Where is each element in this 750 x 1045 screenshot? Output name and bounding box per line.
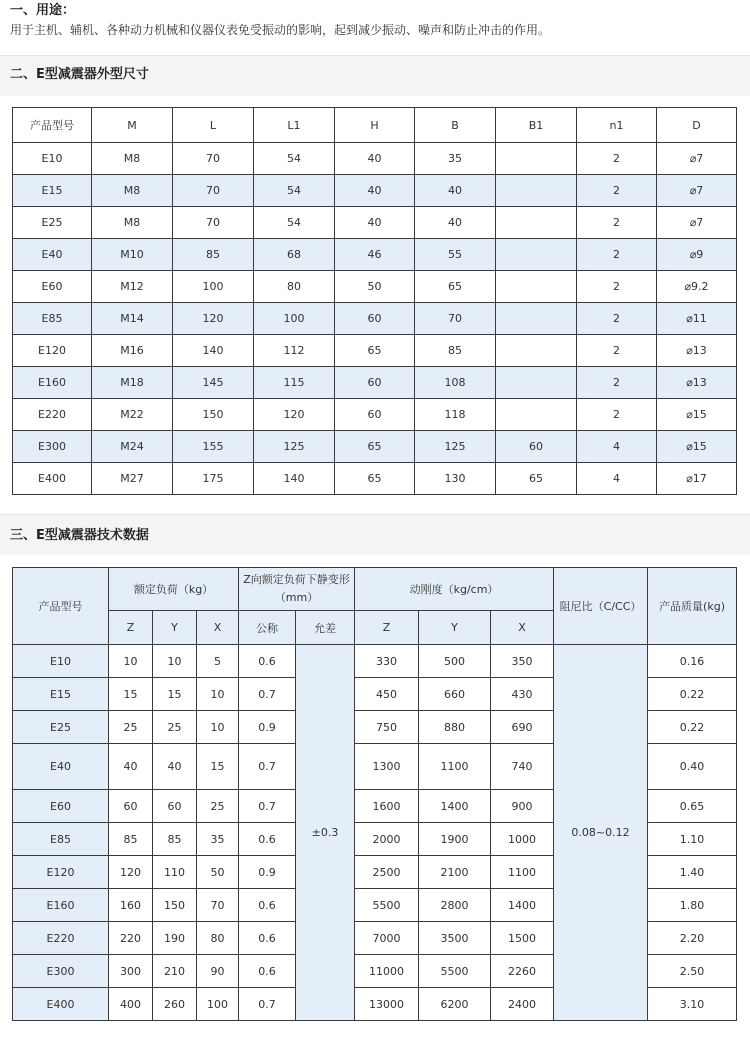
dim-cell-h: 65 <box>335 463 415 495</box>
spec-cell-stiffness-x: 430 <box>491 678 554 711</box>
spec-cell-load-y: 190 <box>153 922 197 955</box>
spec-cell-stiffness-z: 1600 <box>355 790 419 823</box>
spec-cell-mass: 3.10 <box>648 988 737 1021</box>
dim-cell-l: 85 <box>173 239 254 271</box>
spec-cell-stiffness-z: 2000 <box>355 823 419 856</box>
dim-cell-l1: 100 <box>254 303 335 335</box>
spec-cell-stiffness-z: 7000 <box>355 922 419 955</box>
spec-cell-stiffness-z: 2500 <box>355 856 419 889</box>
spec-cell-nominal: 0.9 <box>239 856 296 889</box>
table-row <box>13 645 737 678</box>
spec-cell-load-z: 300 <box>109 955 153 988</box>
dim-cell-h: 65 <box>335 335 415 367</box>
tolerance-value: ±0.3 <box>296 645 355 1021</box>
dim-cell-h: 60 <box>335 367 415 399</box>
spec-cell-load-z: 220 <box>109 922 153 955</box>
spec-cell-stiffness-y: 6200 <box>419 988 491 1021</box>
spec-cell-mass: 2.20 <box>648 922 737 955</box>
spec-cell-load-x: 100 <box>197 988 239 1021</box>
header-load-z: Z <box>109 611 153 645</box>
dim-cell-model: E25 <box>13 207 92 239</box>
dim-cell-h: 46 <box>335 239 415 271</box>
dim-cell-l1: 80 <box>254 271 335 303</box>
spec-cell-nominal: 0.6 <box>239 955 296 988</box>
dim-cell-model: E300 <box>13 431 92 463</box>
dim-header-b: B <box>415 108 496 143</box>
spec-cell-load-x: 90 <box>197 955 239 988</box>
dim-cell-l1: 68 <box>254 239 335 271</box>
dim-cell-n1: 4 <box>577 431 657 463</box>
spec-cell-load-y: 40 <box>153 744 197 790</box>
spec-cell-stiffness-y: 500 <box>419 645 491 678</box>
spec-cell-load-y: 60 <box>153 790 197 823</box>
spec-cell-stiffness-y: 3500 <box>419 922 491 955</box>
header-load-y: Y <box>153 611 197 645</box>
dim-cell-n1: 4 <box>577 463 657 495</box>
spec-cell-stiffness-z: 450 <box>355 678 419 711</box>
dim-header-l1: L1 <box>254 108 335 143</box>
dim-cell-n1: 2 <box>577 175 657 207</box>
dim-cell-l1: 115 <box>254 367 335 399</box>
dim-cell-b: 125 <box>415 431 496 463</box>
spec-cell-nominal: 0.6 <box>239 922 296 955</box>
spec-cell-nominal: 0.6 <box>239 823 296 856</box>
header-load-x: X <box>197 611 239 645</box>
dim-cell-h: 40 <box>335 207 415 239</box>
dim-cell-l: 145 <box>173 367 254 399</box>
spec-cell-mass: 1.10 <box>648 823 737 856</box>
table-row <box>13 399 737 431</box>
dim-cell-n1: 2 <box>577 335 657 367</box>
spec-cell-load-y: 150 <box>153 889 197 922</box>
dimensions-table <box>12 107 737 495</box>
spec-cell-load-z: 60 <box>109 790 153 823</box>
dim-cell-h: 65 <box>335 431 415 463</box>
spec-cell-nominal: 0.6 <box>239 889 296 922</box>
spec-cell-model: E60 <box>13 790 109 823</box>
dim-cell-h: 40 <box>335 175 415 207</box>
spec-cell-nominal: 0.7 <box>239 744 296 790</box>
damping-ratio-value: 0.08~0.12 <box>554 645 648 1021</box>
table-row <box>13 431 737 463</box>
dim-cell-l: 140 <box>173 335 254 367</box>
spec-cell-stiffness-y: 880 <box>419 711 491 744</box>
dim-cell-l: 175 <box>173 463 254 495</box>
table-row <box>13 335 737 367</box>
spec-cell-load-y: 15 <box>153 678 197 711</box>
dim-cell-l1: 140 <box>254 463 335 495</box>
dim-cell-n1: 2 <box>577 271 657 303</box>
dim-cell-m: M16 <box>92 335 173 367</box>
spec-cell-model: E160 <box>13 889 109 922</box>
spec-cell-stiffness-y: 2800 <box>419 889 491 922</box>
dim-cell-b1: 60 <box>496 431 577 463</box>
dim-cell-h: 50 <box>335 271 415 303</box>
section-1-text: 用于主机、辅机、各种动力机械和仪器仪表免受振动的影响，起到减少振动、噪声和防止冲击的作用。 <box>10 23 551 37</box>
spec-cell-stiffness-y: 1400 <box>419 790 491 823</box>
dim-cell-b: 40 <box>415 207 496 239</box>
dim-cell-b1 <box>496 175 577 207</box>
spec-cell-load-z: 15 <box>109 678 153 711</box>
dim-cell-l: 150 <box>173 399 254 431</box>
section-3-title: 三、E型减震器技术数据 <box>10 528 149 543</box>
table-row <box>13 271 737 303</box>
spec-cell-stiffness-y: 1100 <box>419 744 491 790</box>
section-1-title: 一、用途： <box>10 3 76 18</box>
spec-cell-model: E10 <box>13 645 109 678</box>
spec-cell-load-x: 35 <box>197 823 239 856</box>
dim-cell-model: E15 <box>13 175 92 207</box>
dim-cell-l1: 54 <box>254 143 335 175</box>
dim-cell-b: 130 <box>415 463 496 495</box>
spec-cell-mass: 0.22 <box>648 678 737 711</box>
spec-cell-stiffness-y: 2100 <box>419 856 491 889</box>
spec-cell-stiffness-z: 5500 <box>355 889 419 922</box>
dim-cell-l: 70 <box>173 175 254 207</box>
dim-cell-m: M10 <box>92 239 173 271</box>
spec-cell-load-x: 15 <box>197 744 239 790</box>
dim-header-h: H <box>335 108 415 143</box>
dim-cell-b: 65 <box>415 271 496 303</box>
spec-cell-load-x: 10 <box>197 678 239 711</box>
dim-cell-b1 <box>496 399 577 431</box>
spec-cell-load-z: 85 <box>109 823 153 856</box>
dim-cell-b1 <box>496 303 577 335</box>
dim-cell-b: 35 <box>415 143 496 175</box>
dim-cell-m: M8 <box>92 143 173 175</box>
spec-cell-model: E15 <box>13 678 109 711</box>
spec-cell-load-y: 10 <box>153 645 197 678</box>
header-damping-ratio: 阻尼比（C/CC） <box>554 568 648 645</box>
dim-cell-d: ⌀13 <box>657 367 737 399</box>
dim-cell-m: M18 <box>92 367 173 399</box>
spec-cell-model: E120 <box>13 856 109 889</box>
spec-cell-model: E85 <box>13 823 109 856</box>
spec-cell-stiffness-x: 350 <box>491 645 554 678</box>
dim-header-model: 产品型号 <box>13 108 92 143</box>
dim-cell-model: E40 <box>13 239 92 271</box>
header-stiffness-y: Y <box>419 611 491 645</box>
spec-cell-stiffness-x: 2260 <box>491 955 554 988</box>
dim-cell-d: ⌀11 <box>657 303 737 335</box>
spec-cell-stiffness-x: 1100 <box>491 856 554 889</box>
dim-header-b1: B1 <box>496 108 577 143</box>
header-stiffness-z: Z <box>355 611 419 645</box>
dim-cell-h: 60 <box>335 303 415 335</box>
dim-cell-d: ⌀7 <box>657 143 737 175</box>
dim-cell-l1: 112 <box>254 335 335 367</box>
dim-cell-model: E10 <box>13 143 92 175</box>
dim-cell-model: E400 <box>13 463 92 495</box>
table-row <box>13 303 737 335</box>
dim-cell-l: 120 <box>173 303 254 335</box>
spec-cell-mass: 1.40 <box>648 856 737 889</box>
dim-cell-model: E120 <box>13 335 92 367</box>
dim-cell-n1: 2 <box>577 143 657 175</box>
spec-cell-load-y: 210 <box>153 955 197 988</box>
dim-cell-n1: 2 <box>577 303 657 335</box>
dim-cell-l: 70 <box>173 143 254 175</box>
spec-cell-mass: 0.22 <box>648 711 737 744</box>
dim-header-l: L <box>173 108 254 143</box>
header-model: 产品型号 <box>13 568 109 645</box>
dim-cell-l: 100 <box>173 271 254 303</box>
spec-cell-nominal: 0.9 <box>239 711 296 744</box>
spec-cell-load-z: 25 <box>109 711 153 744</box>
spec-cell-load-x: 10 <box>197 711 239 744</box>
dim-cell-n1: 2 <box>577 367 657 399</box>
dim-cell-b: 40 <box>415 175 496 207</box>
dim-cell-l1: 125 <box>254 431 335 463</box>
dim-cell-b1 <box>496 239 577 271</box>
technical-data-table <box>12 567 737 1021</box>
header-stiffness-x: X <box>491 611 554 645</box>
spec-cell-load-y: 85 <box>153 823 197 856</box>
header-product-mass: 产品质量(kg) <box>648 568 737 645</box>
dim-cell-l: 70 <box>173 207 254 239</box>
spec-cell-nominal: 0.7 <box>239 790 296 823</box>
spec-cell-model: E25 <box>13 711 109 744</box>
dim-cell-h: 40 <box>335 143 415 175</box>
spec-cell-model: E300 <box>13 955 109 988</box>
dim-cell-d: ⌀9 <box>657 239 737 271</box>
spec-cell-stiffness-x: 1400 <box>491 889 554 922</box>
dim-cell-model: E160 <box>13 367 92 399</box>
spec-cell-stiffness-z: 330 <box>355 645 419 678</box>
spec-cell-model: E40 <box>13 744 109 790</box>
table-row <box>13 207 737 239</box>
dim-cell-m: M12 <box>92 271 173 303</box>
dim-header-m: M <box>92 108 173 143</box>
spec-cell-load-y: 25 <box>153 711 197 744</box>
spec-cell-stiffness-x: 740 <box>491 744 554 790</box>
spec-cell-stiffness-x: 1000 <box>491 823 554 856</box>
dim-cell-b: 118 <box>415 399 496 431</box>
spec-cell-load-z: 40 <box>109 744 153 790</box>
table-row <box>13 239 737 271</box>
dim-cell-l1: 120 <box>254 399 335 431</box>
spec-cell-nominal: 0.7 <box>239 988 296 1021</box>
dim-cell-b1 <box>496 143 577 175</box>
dim-cell-model: E85 <box>13 303 92 335</box>
dim-cell-b: 108 <box>415 367 496 399</box>
spec-cell-model: E220 <box>13 922 109 955</box>
spec-cell-stiffness-x: 690 <box>491 711 554 744</box>
dim-cell-m: M14 <box>92 303 173 335</box>
dim-cell-b1 <box>496 271 577 303</box>
spec-cell-load-z: 160 <box>109 889 153 922</box>
dim-header-d: D <box>657 108 737 143</box>
header-rated-load: 额定负荷（kg） <box>109 568 239 611</box>
dim-cell-b: 55 <box>415 239 496 271</box>
dim-cell-l1: 54 <box>254 207 335 239</box>
spec-cell-mass: 1.80 <box>648 889 737 922</box>
spec-cell-load-x: 80 <box>197 922 239 955</box>
spec-cell-nominal: 0.6 <box>239 645 296 678</box>
spec-cell-stiffness-x: 900 <box>491 790 554 823</box>
spec-cell-load-x: 70 <box>197 889 239 922</box>
spec-cell-load-z: 10 <box>109 645 153 678</box>
spec-cell-mass: 0.65 <box>648 790 737 823</box>
spec-cell-model: E400 <box>13 988 109 1021</box>
spec-cell-load-z: 120 <box>109 856 153 889</box>
header-static-deformation: Z向额定负荷下静变形（mm） <box>239 568 355 611</box>
spec-cell-mass: 0.40 <box>648 744 737 790</box>
spec-cell-load-x: 50 <box>197 856 239 889</box>
spec-cell-load-x: 25 <box>197 790 239 823</box>
dim-cell-b: 70 <box>415 303 496 335</box>
dim-cell-m: M24 <box>92 431 173 463</box>
dim-header-n1: n1 <box>577 108 657 143</box>
spec-cell-load-z: 400 <box>109 988 153 1021</box>
dim-cell-n1: 2 <box>577 399 657 431</box>
dim-cell-b1 <box>496 367 577 399</box>
spec-cell-load-y: 260 <box>153 988 197 1021</box>
dim-cell-m: M22 <box>92 399 173 431</box>
dim-cell-d: ⌀13 <box>657 335 737 367</box>
dim-cell-m: M8 <box>92 207 173 239</box>
spec-cell-stiffness-y: 1900 <box>419 823 491 856</box>
dim-cell-model: E60 <box>13 271 92 303</box>
dim-cell-model: E220 <box>13 399 92 431</box>
spec-cell-stiffness-z: 750 <box>355 711 419 744</box>
table-row <box>13 143 737 175</box>
section-2-title: 二、E型减震器外型尺寸 <box>10 67 149 82</box>
spec-cell-stiffness-x: 2400 <box>491 988 554 1021</box>
spec-cell-stiffness-x: 1500 <box>491 922 554 955</box>
dim-cell-l1: 54 <box>254 175 335 207</box>
dim-cell-d: ⌀7 <box>657 175 737 207</box>
dim-cell-b1: 65 <box>496 463 577 495</box>
dimensions-header-row <box>13 108 737 143</box>
dim-cell-b1 <box>496 207 577 239</box>
table-row <box>13 175 737 207</box>
spec-cell-mass: 2.50 <box>648 955 737 988</box>
spec-cell-stiffness-z: 13000 <box>355 988 419 1021</box>
header-nominal: 公称 <box>239 611 296 645</box>
spec-cell-stiffness-y: 5500 <box>419 955 491 988</box>
dim-cell-n1: 2 <box>577 239 657 271</box>
dim-cell-l: 155 <box>173 431 254 463</box>
dim-cell-m: M27 <box>92 463 173 495</box>
dim-cell-d: ⌀17 <box>657 463 737 495</box>
dim-cell-h: 60 <box>335 399 415 431</box>
dim-cell-b1 <box>496 335 577 367</box>
table-row <box>13 367 737 399</box>
dim-cell-b: 85 <box>415 335 496 367</box>
spec-cell-stiffness-z: 1300 <box>355 744 419 790</box>
dim-cell-m: M8 <box>92 175 173 207</box>
header-dynamic-stiffness: 动刚度（kg/cm） <box>355 568 554 611</box>
dim-cell-d: ⌀15 <box>657 399 737 431</box>
spec-cell-load-y: 110 <box>153 856 197 889</box>
header-tolerance: 允差 <box>296 611 355 645</box>
spec-cell-load-x: 5 <box>197 645 239 678</box>
dim-cell-d: ⌀15 <box>657 431 737 463</box>
dim-cell-d: ⌀9.2 <box>657 271 737 303</box>
dim-cell-n1: 2 <box>577 207 657 239</box>
dim-cell-d: ⌀7 <box>657 207 737 239</box>
spec-cell-stiffness-y: 660 <box>419 678 491 711</box>
spec-cell-nominal: 0.7 <box>239 678 296 711</box>
spec-cell-stiffness-z: 11000 <box>355 955 419 988</box>
spec-cell-mass: 0.16 <box>648 645 737 678</box>
table-row <box>13 463 737 495</box>
